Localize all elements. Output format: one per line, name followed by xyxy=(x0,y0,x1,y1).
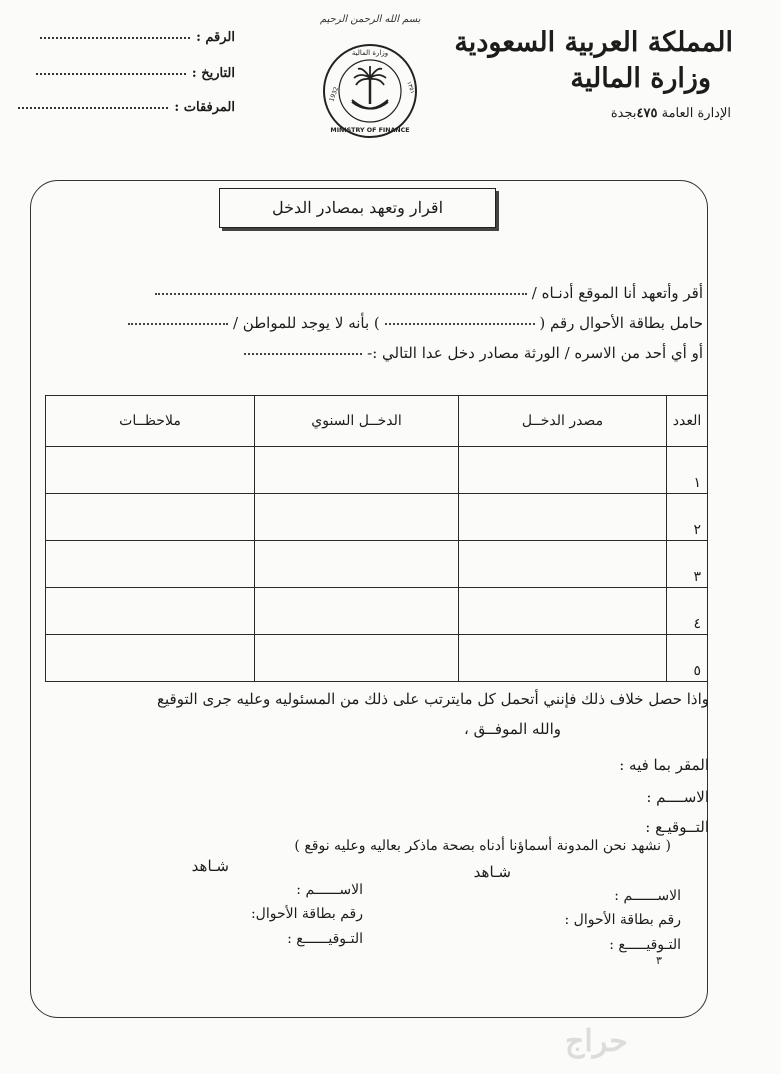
seal-top-text: وزارة المالية xyxy=(351,49,389,57)
cell-annual[interactable] xyxy=(255,541,459,588)
row-number: ٤ xyxy=(667,588,708,635)
witness-left-name: الاســــــم : xyxy=(296,882,363,898)
cell-source[interactable] xyxy=(459,494,667,541)
witness-right-name: الاســــــم : xyxy=(614,888,681,904)
row-number: ٣ xyxy=(667,541,708,588)
citizen-dots xyxy=(128,323,228,325)
seal-year-left: 1932 xyxy=(328,85,341,103)
cell-source[interactable] xyxy=(459,588,667,635)
cell-notes[interactable] xyxy=(46,447,255,494)
cell-annual[interactable] xyxy=(255,588,459,635)
witness-right-id: رقم بطاقة الأحوال : xyxy=(564,912,681,928)
cell-notes[interactable] xyxy=(46,588,255,635)
row-number: ٥ xyxy=(667,635,708,682)
id-card-line[interactable] xyxy=(128,314,703,332)
department xyxy=(611,106,731,121)
ministry-seal xyxy=(321,42,419,140)
row-number: ٢ xyxy=(667,494,708,541)
family-line[interactable] xyxy=(244,344,703,362)
number-field[interactable] xyxy=(40,30,235,45)
watermark-logo: حراج xyxy=(565,1024,628,1059)
bismillah: بسم الله الرحمن الرحيم xyxy=(320,14,421,25)
header-notes: ملاحظــات xyxy=(46,396,255,447)
table-row xyxy=(46,588,708,635)
date-label: التاريخ : xyxy=(191,66,235,81)
cell-annual[interactable] xyxy=(255,494,459,541)
date-dots xyxy=(36,73,186,75)
page-number: ٣ xyxy=(656,954,662,967)
seal-year-right: ١٣٥١ xyxy=(405,80,417,95)
id-card-dots xyxy=(385,323,535,325)
witness-left-id: رقم بطاقة الأحوال: xyxy=(250,906,363,922)
attachments-dots xyxy=(18,107,168,109)
palm-swords-icon xyxy=(321,42,419,140)
income-table xyxy=(45,395,708,682)
witness-left-title: شـاهد xyxy=(191,857,229,875)
id-card-label: حامل بطاقة الأحوال رقم ( xyxy=(539,314,703,332)
number-dots xyxy=(40,37,190,39)
seal-bottom-text: MINISTRY OF FINANCE xyxy=(330,127,410,134)
family-label: أو أي أحد من الاسره / الورثة مصادر دخل عدا التالي :- xyxy=(367,344,703,362)
cell-annual[interactable] xyxy=(255,635,459,682)
cell-notes[interactable] xyxy=(46,541,255,588)
number-label: الرقم : xyxy=(196,30,235,45)
declarant-label: أقر وأتعهد أنا الموقع أدنـاه / xyxy=(531,284,703,302)
cell-source[interactable] xyxy=(459,635,667,682)
table-row xyxy=(46,541,708,588)
table-row xyxy=(46,494,708,541)
department-label: الإدارة العامة xyxy=(661,106,731,121)
kingdom-name: المملكة العربية السعودية xyxy=(454,27,733,58)
declarant-line[interactable] xyxy=(155,284,703,302)
witness-right-signature: التـوقيـــــع : xyxy=(609,937,681,953)
ministry-name: وزارة المالية xyxy=(570,63,711,94)
family-dots xyxy=(244,353,362,355)
name-label: الاســــم : xyxy=(646,788,709,806)
closing-text: والله الموفــق ، xyxy=(464,720,561,738)
table-header-row xyxy=(46,396,708,447)
header-source: مصدر الدخــل xyxy=(459,396,667,447)
attachments-field[interactable] xyxy=(18,100,235,115)
cell-source[interactable] xyxy=(459,447,667,494)
row-number: ١ xyxy=(667,447,708,494)
department-number: ٤٧٥ xyxy=(636,106,658,121)
witness-right-title: شـاهد xyxy=(473,863,511,881)
cell-notes[interactable] xyxy=(46,494,255,541)
witness-left-signature: التـوقيــــــع : xyxy=(287,931,363,947)
witness-statement: ( نشهد نحن المدونة أسماؤنا أدناه بصحة ماذكر بعاليه وعليه نوقع ) xyxy=(294,838,671,854)
cell-source[interactable] xyxy=(459,541,667,588)
date-field[interactable] xyxy=(36,66,235,81)
header-number: العدد xyxy=(667,396,708,447)
table-row xyxy=(46,447,708,494)
attachments-label: المرفقات : xyxy=(174,100,235,115)
citizen-label: ) بأنه لا يوجد للمواطن / xyxy=(232,314,380,332)
form-title: اقرار وتعهد بمصادر الدخل xyxy=(219,188,496,228)
cell-notes[interactable] xyxy=(46,635,255,682)
cell-annual[interactable] xyxy=(255,447,459,494)
acknowledger-label: المقر بما فيه : xyxy=(619,756,709,774)
table-row xyxy=(46,635,708,682)
pledge-text: واذا حصل خلاف ذلك فإنني أتحمل كل مايترتب على ذلك من المسئوليه وعليه جرى التوقيع xyxy=(157,690,709,708)
declarant-dots xyxy=(155,293,527,295)
header-annual-income: الدخــل السنوي xyxy=(255,396,459,447)
signature-label: التــوقيـع : xyxy=(645,818,709,836)
department-suffix: بجدة xyxy=(610,106,637,121)
